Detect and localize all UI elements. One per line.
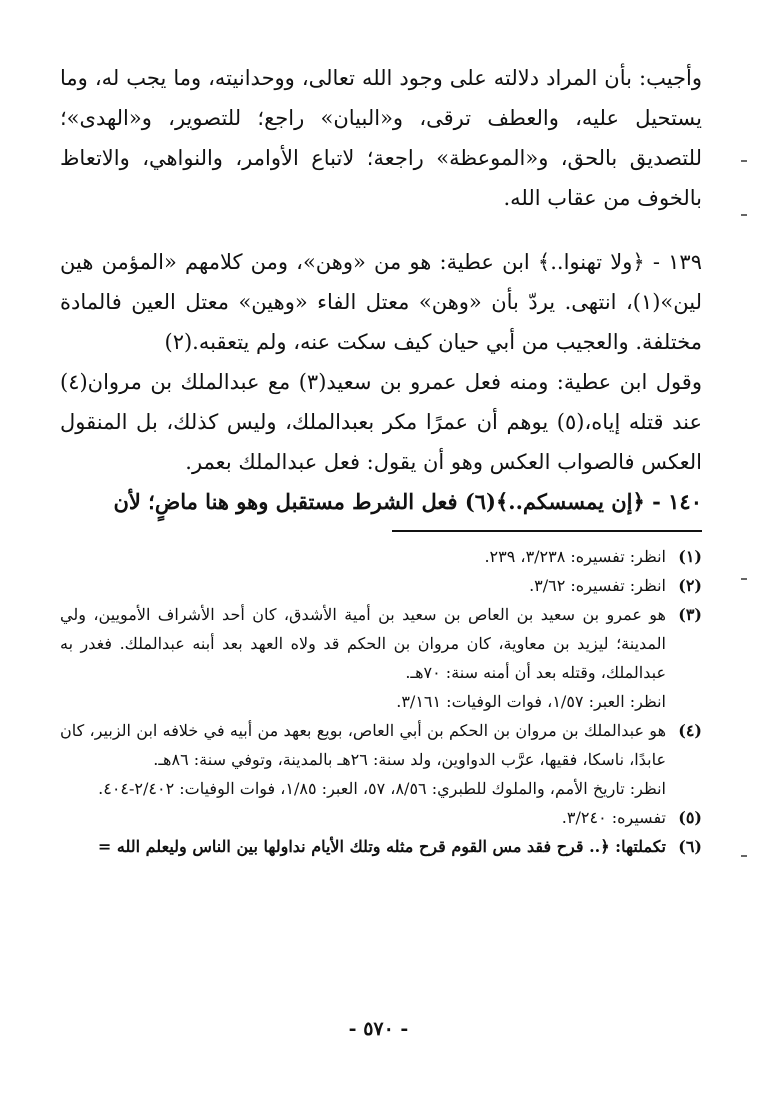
footnote-reference: انظر: تاريخ الأمم، والملوك للطبري: ٨/٥٦، ٥٧، العبر: ١/٨٥، فوات الوفيات: ٢/٤٠٢-٤٠٤. xyxy=(98,779,666,798)
margin-mark xyxy=(741,578,747,580)
paragraph-answer: وأجيب: بأن المراد دلالته على وجود الله تعالى، ووحدانيته، وما يجب له، وما يستحيل عليه، والعطف ترقى، و«البيان» راجع؛ للتصوير، و«الهدى»؛ للتصديق بالحق، و«الموعظة» راجعة؛ لاتباع الأوامر، والنواهي، والاتعاظ بالخوف من عقاب الله. xyxy=(60,66,702,210)
footnote-separator xyxy=(392,530,702,532)
paragraph-139: ١٣٩ - ﴿ولا تهنوا..﴾ ابن عطية: هو من «وهن»، ومن كلامهم «المؤمن هين لين»(١)، انتهى. يردّ بأن «وهن» معتل الفاء «وهين» معتل العين فالمادة مختلفة. والعجيب من أبي حيان كيف سكت عنه، ولم يتعقبه.(٢) xyxy=(60,250,702,354)
footnotes xyxy=(60,542,702,861)
footnote-text: انظر: تفسيره: ٣/٢٣٨، ٢٣٩. xyxy=(484,547,666,566)
footnote-number: (١) xyxy=(678,547,702,566)
footnote-number: (٤) xyxy=(678,721,702,740)
footnote-text: هو عمرو بن سعيد بن العاص بن سعيد بن أمية الأشدق، كان أحد الأشراف الأمويين، ولي المدينة؛ ليزيد بن معاوية، كان مروان بن الحكم قد ولاه العهد بعد أبنه عبدالملك. فغدر به عبدالملك، وقتله بعد أن أمنه سنة: ٧٠هـ. xyxy=(60,605,666,682)
footnote-5 xyxy=(60,803,702,832)
margin-mark xyxy=(741,855,747,857)
footnote-1 xyxy=(60,542,702,571)
footnote-number: (٣) xyxy=(678,605,702,624)
margin-mark xyxy=(741,160,747,162)
footnote-text: تكملتها: ﴿.. قرح فقد مس القوم قرح مثله وتلك الأيام نداولها بين الناس وليعلم الله = xyxy=(97,837,666,856)
footnote-3 xyxy=(60,600,702,716)
footnote-number: (٢) xyxy=(678,576,702,595)
footnote-4 xyxy=(60,716,702,803)
footnote-text: هو عبدالملك بن مروان بن الحكم بن أبي العاص، بويع بعهد من أبيه في خلافه ابن الزبير، كان عابدًا، ناسكا، فقيها، عرَّب الدواوين، ولد سنة: ٢٦هـ بالمدينة، وتوفي سنة: ٨٦هـ. xyxy=(60,721,666,769)
footnote-text: انظر: تفسيره: ٣/٦٢. xyxy=(529,576,666,595)
paragraph-140: ١٤٠ - ﴿إن يمسسكم..﴾(٦) فعل الشرط مستقبل وهو هنا ماضٍ؛ لأن xyxy=(113,489,702,514)
footnote-number: (٥) xyxy=(678,808,702,827)
margin-mark xyxy=(741,214,747,216)
paragraph-ibn-atiyya: وقول ابن عطية: ومنه فعل عمرو بن سعيد(٣) مع عبدالملك بن مروان(٤) عند قتله إياه،(٥) يوهم أن عمرًا مكر بعبدالملك، وليس كذلك، بل المنقول العكس فالصواب العكس وهو أن يقول: فعل عبدالملك بعمر. xyxy=(60,370,702,474)
footnote-number: (٦) xyxy=(678,837,702,856)
footnote-6 xyxy=(60,832,702,861)
page-number: - ٥٧٠ - xyxy=(348,1018,409,1040)
footnote-text: تفسيره: ٣/٢٤٠. xyxy=(561,808,666,827)
footnote-2 xyxy=(60,571,702,600)
footnote-reference: انظر: العبر: ١/٥٧، فوات الوفيات: ٣/١٦١. xyxy=(396,692,666,711)
page-body xyxy=(60,58,702,861)
